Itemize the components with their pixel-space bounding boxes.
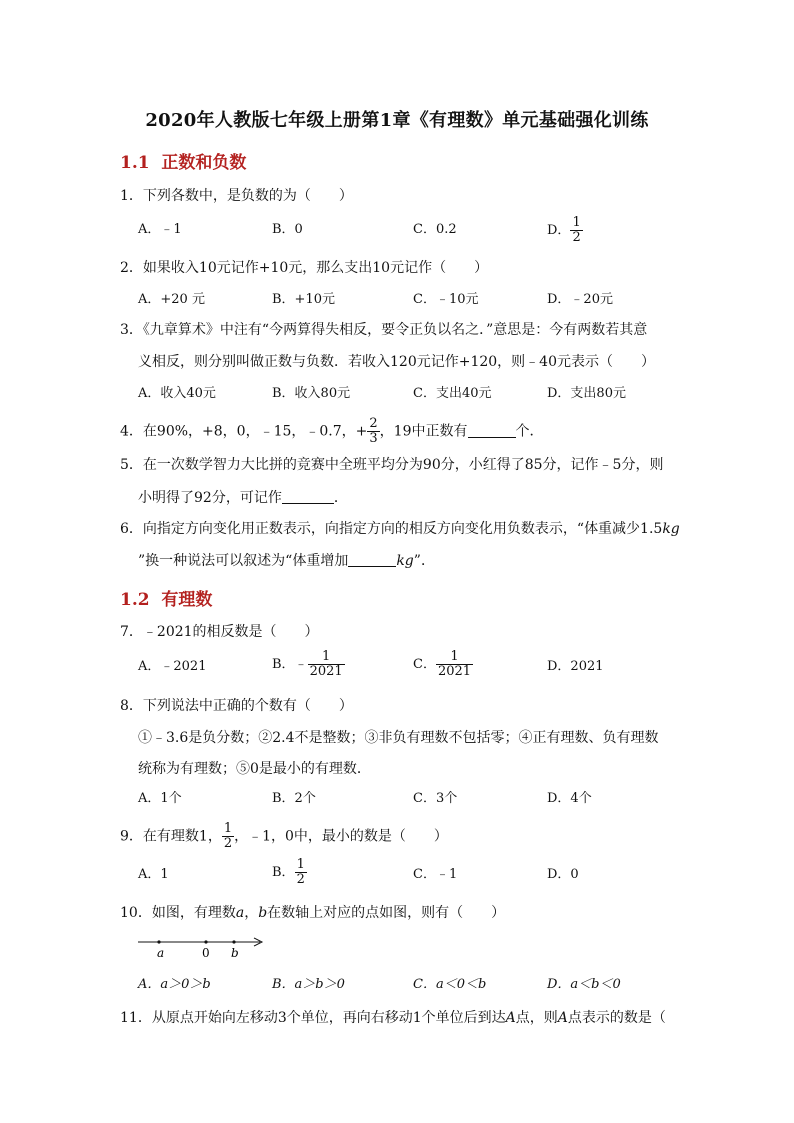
q1-option-d: D． $\frac{1}{2}$ — [547, 215, 581, 245]
q9-option-d: D．0 — [547, 867, 579, 882]
q8-option-d: D．4个 — [547, 791, 592, 806]
point-zero — [204, 940, 207, 943]
q1-option-b: B．0 — [272, 222, 303, 237]
section-title: 有理数 — [161, 590, 213, 610]
question-1-stem: 1．下列各数中，是负数的为（ ） — [120, 188, 353, 204]
q1-option-c: C．0.2 — [413, 222, 457, 237]
fraction: $\frac{1}{2021}$ — [437, 649, 472, 679]
question-9: 9．在有理数1， $\frac{1}{2}$ ，﹣1，0中，最小的数是（ ） — [120, 821, 448, 851]
section-title: 正数和负数 — [161, 153, 247, 173]
section-number: 1.2 — [120, 590, 150, 610]
question-8-line-2: 统称为有理数；⑤0是最小的有理数． — [138, 761, 371, 777]
section-heading — [120, 148, 246, 173]
question-8-line-1: ①﹣3.6是负分数；②2.4不是整数；③非负有理数不包括零；④正有理数、负有理数 — [138, 730, 659, 746]
q7-option-d: D．2021 — [547, 659, 604, 674]
q7-option-a: A．﹣2021 — [138, 659, 207, 674]
fraction: $\frac{2}{3}$ — [369, 416, 378, 446]
question-8-stem: 8．下列说法中正确的个数有（ ） — [120, 698, 353, 714]
question-3-line-1: 3．《九章算术》中注有“今两算得失相反，要令正负以名之．”意思是：今有两数若其意 — [120, 322, 648, 338]
number-line-figure — [136, 933, 286, 963]
answer-blank[interactable] — [282, 489, 334, 504]
question-10-stem: 10．如图，有理数a，b在数轴上对应的点如图，则有（ ） — [120, 905, 506, 921]
question-4: 4．在90%，+8，0，﹣15，﹣0.7，+ $\frac{2}{3}$ ，19中正数有 个． — [120, 416, 544, 446]
q10-option-c: C．a＜0＜b — [413, 977, 487, 992]
question-3-line-2: 义相反，则分别叫做正数与负数．若收入120元记作+120，则﹣40元表示（ ） — [138, 354, 655, 370]
question-11-line-1: 11．从原点开始向左移动3个单位，再向右移动1个单位后到达A点，则A点表示的数是（ — [120, 1010, 666, 1026]
q2-option-a: A．+20 元 — [138, 292, 205, 307]
question-6-line-2: ”换一种说法可以叙述为“体重增加 kg”． — [138, 553, 435, 569]
q9-option-c: C．﹣1 — [413, 867, 458, 882]
fraction: $\frac{1}{2}$ — [223, 821, 233, 851]
question-5-line-1: 5．在一次数学智力大比拼的竞赛中全班平均分为90分，小红得了85分，记作﹣5分，则 — [120, 457, 664, 473]
axis-label-b: b — [231, 946, 239, 960]
q8-option-c: C．3个 — [413, 791, 458, 806]
q2-option-d: D．﹣20元 — [547, 292, 613, 307]
question-2-stem: 2．如果收入10元记作+10元，那么支出10元记作（ ） — [120, 260, 489, 276]
q1-option-a: A．﹣1 — [138, 222, 182, 237]
question-5-line-2: 小明得了92分，可记作 ． — [138, 490, 348, 506]
q8-option-b: B．2个 — [272, 791, 316, 806]
axis-label-zero: 0 — [202, 946, 210, 960]
answer-blank[interactable] — [468, 423, 516, 438]
page-title: 2020年人教版七年级上册第1章《有理数》单元基础强化训练 — [145, 110, 649, 131]
fraction: $\frac{1}{2021}$ — [309, 649, 343, 679]
q3-option-b: B．收入80元 — [272, 386, 351, 401]
q10-option-a: A．a＞0＞b — [138, 977, 211, 992]
q10-option-b: B．a＞b＞0 — [272, 977, 345, 992]
section-number: 1.1 — [120, 153, 150, 173]
q3-option-a: A．收入40元 — [138, 386, 216, 401]
fraction: $\frac{1}{2}$ — [296, 857, 305, 887]
point-b — [232, 940, 235, 943]
answer-blank[interactable] — [348, 552, 396, 567]
point-a — [157, 940, 160, 943]
q7-option-c: C． $\frac{1}{2021}$ — [413, 649, 472, 679]
q9-option-b: B． $\frac{1}{2}$ — [272, 857, 305, 887]
q3-option-c: C．支出40元 — [413, 386, 492, 401]
q2-option-c: C．﹣10元 — [413, 292, 479, 307]
q2-option-b: B．+10元 — [272, 292, 335, 307]
section-heading — [120, 585, 212, 610]
q3-option-d: D．支出80元 — [547, 386, 626, 401]
question-7-stem: 7．﹣2021的相反数是（ ） — [120, 624, 319, 640]
q10-option-d: D．a＜b＜0 — [547, 977, 621, 992]
axis-label-a: a — [157, 946, 165, 960]
question-6-line-1: 6．向指定方向变化用正数表示，向指定方向的相反方向变化用负数表示，“体重减少1.5kg — [120, 521, 680, 537]
q9-option-a: A．1 — [138, 867, 169, 882]
q7-option-b: B．﹣ $\frac{1}{2021}$ — [272, 649, 343, 679]
q8-option-a: A．1个 — [138, 791, 182, 806]
fraction: $\frac{1}{2}$ — [572, 215, 581, 245]
